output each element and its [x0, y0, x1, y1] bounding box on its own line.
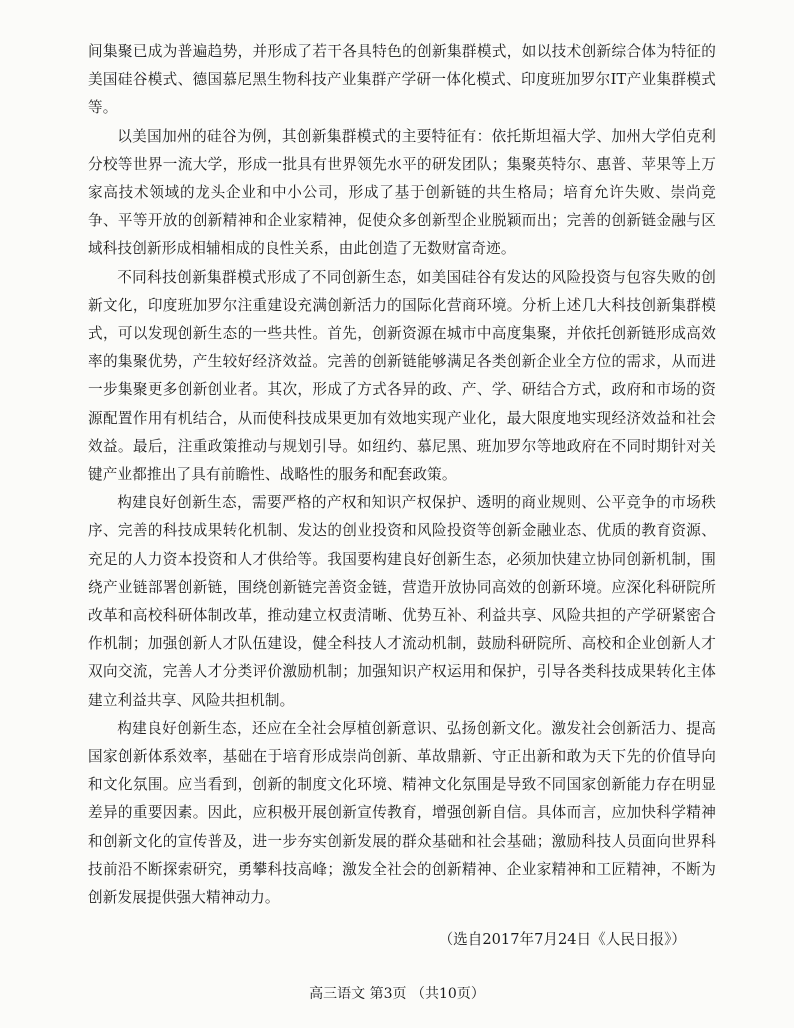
article-body [88, 38, 716, 912]
paragraph-4: 构建良好创新生态，需要严格的产权和知识产权保护、透明的商业规则、公平竞争的市场秩序、完善的科技成果转化机制、发达的创业投资和风险投资等创新金融业态、优质的教育资源、充足的人力资本投资和人才供给等。我国要构建良好创新生态，必须加快建立协同创新机制，围绕产业链部署创新链，围绕创新链完善资金链，营造开放协同高效的创新环境。应深化科研院所改革和高校科研体制改革，推动建立权责清晰、优势互补、利益共享、风险共担的产学研紧密合作机制；加强创新人才队伍建设，健全科技人才流动机制，鼓励科研院所、高校和企业创新人才双向交流，完善人才分类评价激励机制；加强知识产权运用和保护，引导各类科技成果转化主体建立利益共享、风险共担机制。 [88, 494, 716, 709]
source-citation: （选自2017年7月24日《人民日报》） [438, 931, 686, 948]
paragraph-2: 以美国加州的硅谷为例，其创新集群模式的主要特征有：依托斯坦福大学、加州大学伯克利分校等世界一流大学，形成一批具有世界领先水平的研发团队；集聚英特尔、惠普、苹果等上万家高技术领域的龙头企业和中小公司，形成了基于创新链的共生格局；培育允许失败、崇尚竞争、平等开放的创新精神和企业家精神，促使众多创新型企业脱颖而出；完善的创新链金融与区域科技创新形成相辅相成的良性关系，由此创造了无数财富奇迹。 [88, 127, 716, 258]
paragraph-1: 间集聚已成为普遍趋势，并形成了若干各具特色的创新集群模式，如以技术创新综合体为特征的美国硅谷模式、德国慕尼黑生物科技产业集群产学研一体化模式、印度班加罗尔IT产业集群模式等。 [88, 43, 716, 117]
page-footer [0, 983, 794, 1003]
footer-page-number: 第3页 [369, 986, 407, 1002]
paragraph-5: 构建良好创新生态，还应在全社会厚植创新意识、弘扬创新文化。激发社会创新活力、提高国家创新体系效率，基础在于培育形成崇尚创新、革故鼎新、守正出新和敢为天下先的价值导向和文化氛围。应当看到，创新的制度文化环境、精神文化氛围是导致不同国家创新能力存在明显差异的重要因素。因此，应积极开展创新宣传教育，增强创新自信。具体而言，应加快科学精神和创新文化的宣传普及，进一步夯实创新发展的群众基础和社会基础；激励科技人员面向世界科技前沿不断探索研究，勇攀科技高峰；激发全社会的创新精神、企业家精神和工匠精神，不断为创新发展提供强大精神动力。 [88, 719, 716, 907]
paragraph-3: 不同科技创新集群模式形成了不同创新生态，如美国硅谷有发达的风险投资与包容失败的创新文化，印度班加罗尔注重建设充满创新活力的国际化营商环境。分析上述几大科技创新集群模式，可以发现创新生态的一些共性。首先，创新资源在城市中高度集聚，并依托创新链形成高效率的集聚优势，产生较好经济效益。完善的创新链能够满足各类创新企业全方位的需求，从而进一步集聚更多创新创业者。其次，形成了方式各异的政、产、学、研结合方式，政府和市场的资源配置作用有机结合，从而使科技成果更加有效地实现产业化，最大限度地实现经济效益和社会效益。最后，注重政策推动与规划引导。如纽约、慕尼黑、班加罗尔等地政府在不同时期针对关键产业都推出了具有前瞻性、战略性的服务和配套政策。 [88, 268, 716, 484]
footer-page-total: （共10页） [411, 986, 485, 1002]
footer-subject: 高三语文 [309, 986, 366, 1002]
